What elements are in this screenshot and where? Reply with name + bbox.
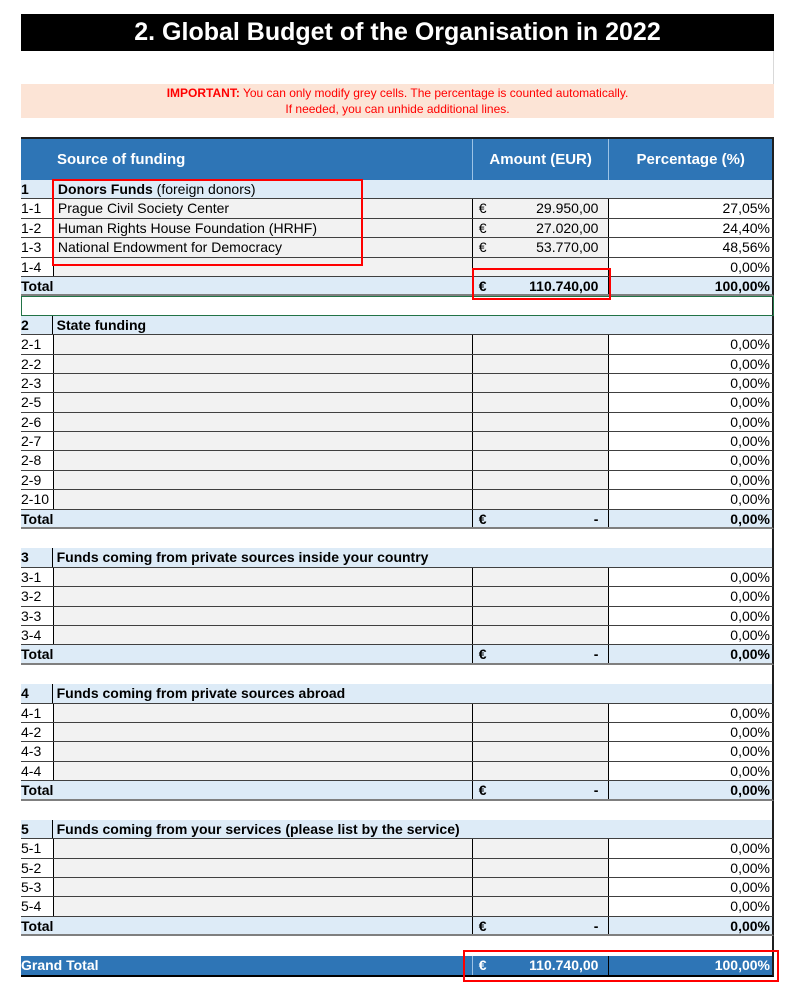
grand-total-amount: 110.740,00 — [529, 956, 599, 973]
table-row — [21, 258, 774, 277]
percentage-value: 0,00% — [608, 335, 772, 353]
percentage-value: 0,00% — [608, 839, 772, 857]
table-row — [21, 704, 774, 723]
header-amount: Amount (EUR) — [472, 139, 609, 180]
amount-input[interactable] — [472, 762, 609, 780]
budget-table — [21, 137, 774, 977]
total-label: Total — [21, 782, 54, 799]
total-percentage: 100,00% — [608, 277, 772, 294]
section-total-row — [21, 781, 774, 800]
section-amount-blank — [472, 180, 609, 198]
source-name-input[interactable] — [53, 723, 472, 741]
section-code: 5 — [21, 820, 29, 837]
percentage-value: 0,00% — [608, 762, 772, 780]
section-title-cell — [52, 820, 772, 838]
table-row — [21, 471, 774, 490]
source-name-input[interactable] — [53, 587, 472, 605]
header-source: Source of funding — [57, 151, 186, 168]
section-title-cell — [52, 316, 772, 334]
section-total-row — [21, 277, 774, 296]
percentage-value: 0,00% — [608, 355, 772, 373]
section-title: Funds coming from private sources inside your country — [56, 549, 429, 566]
total-percentage: 0,00% — [608, 917, 772, 934]
total-amount-cell — [472, 781, 609, 798]
amount-input[interactable] — [472, 219, 609, 237]
grand-total-row — [21, 956, 774, 977]
amount-input[interactable] — [472, 723, 609, 741]
total-amount-cell — [472, 277, 609, 294]
notice-line-1: You can only modify grey cells. The percentage is counted automatically. — [239, 86, 629, 100]
amount-input[interactable] — [472, 374, 609, 392]
table-row — [21, 199, 774, 218]
grand-total-percentage: 100,00% — [608, 956, 772, 975]
amount-input[interactable] — [472, 607, 609, 625]
total-currency: € — [478, 510, 487, 527]
row-code: 5-4 — [21, 897, 53, 915]
currency-symbol: € — [478, 219, 487, 236]
table-row — [21, 374, 774, 393]
section-title-note: (foreign donors) — [152, 181, 256, 197]
notice-label: IMPORTANT: — [166, 86, 240, 100]
source-name-input[interactable] — [53, 413, 472, 431]
total-percentage: 0,00% — [608, 510, 772, 527]
source-name-input[interactable] — [53, 355, 472, 373]
amount-input[interactable] — [472, 238, 609, 256]
amount-input[interactable] — [472, 704, 609, 722]
row-code: 1-2 — [21, 219, 53, 237]
source-name-input[interactable] — [53, 471, 472, 489]
total-amount: 110.740,00 — [529, 277, 599, 294]
important-notice — [21, 84, 774, 118]
section-title: Funds coming from private sources abroad — [56, 685, 346, 702]
section-title-cell — [53, 180, 472, 198]
table-row — [21, 723, 774, 742]
table-row — [21, 393, 774, 412]
percentage-value: 27,05% — [608, 199, 772, 217]
row-code: 1-3 — [21, 238, 53, 256]
percentage-value: 0,00% — [608, 393, 772, 411]
table-header — [21, 137, 774, 180]
source-name-input[interactable] — [53, 704, 472, 722]
row-code: 3-4 — [21, 626, 53, 644]
source-name-input[interactable] — [53, 432, 472, 450]
amount-input[interactable] — [472, 471, 609, 489]
row-code: 1-1 — [21, 199, 53, 217]
row-code: 2-1 — [21, 335, 53, 353]
table-row — [21, 219, 774, 238]
amount-input[interactable] — [472, 335, 609, 353]
amount-input[interactable] — [472, 432, 609, 450]
total-label: Total — [21, 646, 54, 663]
total-amount: - — [593, 646, 599, 663]
total-percentage: 0,00% — [608, 645, 772, 662]
amount-input[interactable] — [472, 859, 609, 877]
amount-input[interactable] — [472, 568, 609, 586]
table-row — [21, 355, 774, 374]
section-code: 4 — [21, 685, 29, 702]
table-row — [21, 859, 774, 878]
amount-value: 53.770,00 — [536, 239, 599, 256]
amount-input[interactable] — [472, 355, 609, 373]
section-header-2 — [21, 316, 774, 335]
total-currency: € — [478, 782, 487, 799]
amount-input[interactable] — [472, 878, 609, 896]
section-total-row — [21, 510, 774, 529]
row-code: 2-9 — [21, 471, 53, 489]
empty-row[interactable] — [21, 529, 774, 548]
row-code: 3-2 — [21, 587, 53, 605]
source-name-input[interactable] — [53, 839, 472, 857]
percentage-value: 0,00% — [608, 897, 772, 915]
empty-row[interactable] — [21, 801, 774, 820]
notice-line-2: If needed, you can unhide additional lines. — [285, 102, 510, 116]
source-name-input[interactable] — [53, 762, 472, 780]
total-currency: € — [478, 646, 487, 663]
table-row — [21, 432, 774, 451]
amount-input[interactable] — [472, 199, 609, 217]
table-row — [21, 451, 774, 470]
total-amount: - — [593, 917, 599, 934]
percentage-value: 0,00% — [608, 413, 772, 431]
grand-total-label: Grand Total — [21, 956, 99, 973]
total-amount-cell — [472, 917, 609, 934]
table-row — [21, 626, 774, 645]
table-row — [21, 568, 774, 587]
section-pct-blank — [608, 180, 772, 198]
section-header-3 — [21, 548, 774, 567]
amount-input[interactable] — [472, 413, 609, 431]
amount-input[interactable] — [472, 742, 609, 760]
grand-total-currency: € — [478, 956, 487, 973]
section-title: Donors Funds — [57, 181, 153, 197]
source-name-input[interactable] — [53, 742, 472, 760]
section-code: 2 — [21, 316, 29, 333]
section-header-1 — [21, 180, 774, 199]
table-row — [21, 762, 774, 781]
sections-container — [21, 180, 774, 956]
amount-value: 27.020,00 — [536, 219, 599, 236]
row-code: 4-4 — [21, 762, 53, 780]
source-name-input[interactable] — [53, 859, 472, 877]
selected-empty-row[interactable] — [21, 296, 774, 315]
percentage-value: 0,00% — [608, 878, 772, 896]
percentage-value: 0,00% — [608, 471, 772, 489]
section-header-5 — [21, 820, 774, 839]
total-label: Total — [21, 917, 54, 934]
row-code: 1-4 — [21, 258, 53, 276]
grand-total-amount-cell — [472, 956, 609, 975]
row-code: 5-3 — [21, 878, 53, 896]
percentage-value: 0,00% — [608, 451, 772, 469]
source-name-input[interactable] — [53, 451, 472, 469]
table-row — [21, 742, 774, 761]
total-amount: - — [593, 510, 599, 527]
percentage-value: 24,40% — [608, 219, 772, 237]
total-amount: - — [593, 782, 599, 799]
amount-input[interactable] — [472, 626, 609, 644]
percentage-value: 0,00% — [608, 587, 772, 605]
total-currency: € — [478, 917, 487, 934]
source-name-input[interactable] — [53, 878, 472, 896]
empty-row[interactable] — [21, 936, 774, 955]
source-name-input[interactable]: Human Rights House Foundation (HRHF) — [53, 219, 472, 237]
row-code: 2-7 — [21, 432, 53, 450]
table-row — [21, 335, 774, 354]
amount-input[interactable] — [472, 451, 609, 469]
table-row — [21, 839, 774, 858]
percentage-value: 0,00% — [608, 704, 772, 722]
percentage-value: 0,00% — [608, 568, 772, 586]
percentage-value: 0,00% — [608, 723, 772, 741]
percentage-value: 0,00% — [608, 432, 772, 450]
total-amount-cell — [472, 645, 609, 662]
section-title-cell — [52, 548, 772, 566]
table-row — [21, 238, 774, 257]
page-title: 2. Global Budget of the Organisation in 2022 — [21, 14, 774, 51]
row-code: 2-2 — [21, 355, 53, 373]
row-code: 3-3 — [21, 607, 53, 625]
percentage-value: 0,00% — [608, 258, 772, 276]
total-percentage: 0,00% — [608, 781, 772, 798]
empty-row[interactable] — [21, 665, 774, 684]
source-name-input[interactable] — [53, 393, 472, 411]
table-row — [21, 878, 774, 897]
section-total-row — [21, 917, 774, 936]
source-name-input[interactable]: Prague Civil Society Center — [53, 199, 472, 217]
percentage-value: 0,00% — [608, 742, 772, 760]
source-name-input[interactable] — [53, 568, 472, 586]
percentage-value: 0,00% — [608, 607, 772, 625]
source-name-input[interactable] — [53, 607, 472, 625]
percentage-value: 0,00% — [608, 859, 772, 877]
table-row — [21, 490, 774, 509]
table-row — [21, 587, 774, 606]
amount-value: 29.950,00 — [536, 200, 599, 217]
section-code: 3 — [21, 549, 29, 566]
row-code: 5-2 — [21, 859, 53, 877]
percentage-value: 48,56% — [608, 238, 772, 256]
source-name-input[interactable]: National Endowment for Democracy — [53, 238, 472, 256]
table-row — [21, 607, 774, 626]
source-name-input[interactable] — [53, 335, 472, 353]
total-label: Total — [21, 277, 54, 294]
amount-input[interactable] — [472, 393, 609, 411]
table-row — [21, 413, 774, 432]
row-code: 2-6 — [21, 413, 53, 431]
percentage-value: 0,00% — [608, 490, 772, 508]
source-name-input[interactable] — [53, 374, 472, 392]
header-percentage: Percentage (%) — [608, 139, 772, 180]
percentage-value: 0,00% — [608, 374, 772, 392]
percentage-value: 0,00% — [608, 626, 772, 644]
section-title: State funding — [56, 316, 147, 333]
amount-input[interactable] — [472, 839, 609, 857]
section-title: Funds coming from your services (please list by the service) — [56, 820, 460, 837]
amount-input[interactable] — [472, 897, 609, 915]
row-code: 2-8 — [21, 451, 53, 469]
currency-symbol: € — [478, 200, 487, 217]
source-name-input[interactable] — [53, 490, 472, 508]
section-code: 1 — [21, 181, 29, 197]
total-currency: € — [478, 277, 487, 294]
section-title-cell — [52, 684, 772, 702]
amount-input[interactable] — [472, 587, 609, 605]
row-code: 4-1 — [21, 704, 53, 722]
row-code: 2-5 — [21, 393, 53, 411]
table-row — [21, 897, 774, 916]
row-code: 5-1 — [21, 839, 53, 857]
row-code: 2-10 — [21, 490, 53, 508]
row-code: 3-1 — [21, 568, 53, 586]
row-code: 4-2 — [21, 723, 53, 741]
source-name-input[interactable] — [53, 258, 472, 276]
source-name-input[interactable] — [53, 897, 472, 915]
section-header-4 — [21, 684, 774, 703]
section-total-row — [21, 645, 774, 664]
total-amount-cell — [472, 510, 609, 527]
empty-row[interactable] — [21, 51, 774, 84]
amount-input[interactable] — [472, 258, 609, 276]
row-code: 4-3 — [21, 742, 53, 760]
source-name-input[interactable] — [53, 626, 472, 644]
currency-symbol: € — [478, 239, 487, 256]
amount-input[interactable] — [472, 490, 609, 508]
total-label: Total — [21, 510, 54, 527]
row-code: 2-3 — [21, 374, 53, 392]
